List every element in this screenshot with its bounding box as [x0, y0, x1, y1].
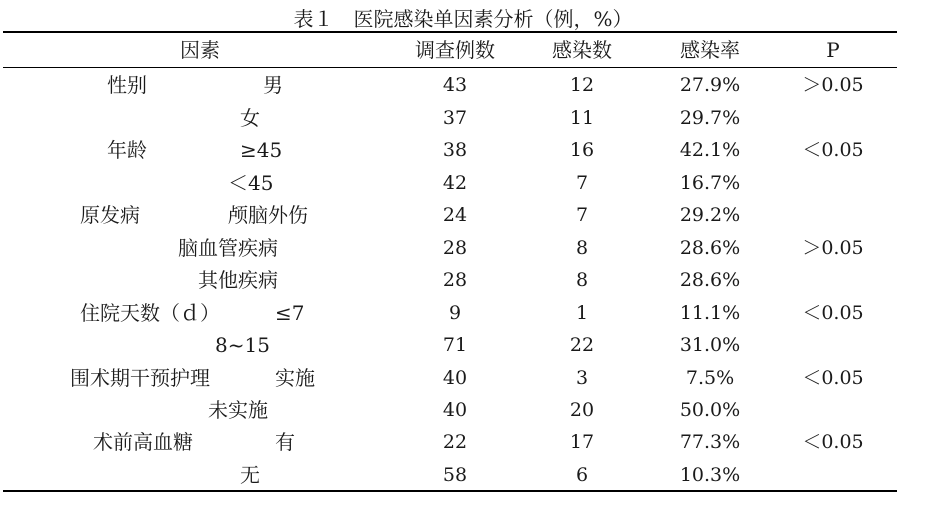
header-factor: 因素: [180, 38, 220, 62]
cell-rate: 27.9%: [679, 74, 741, 96]
cell-infected: 17: [569, 431, 595, 453]
cell-cases: 40: [442, 367, 468, 389]
cell-cases: 71: [442, 334, 468, 356]
table-title: 表１ 医院感染单因素分析（例，%）: [293, 7, 633, 31]
cell-infected: 1: [575, 302, 589, 324]
cell-p: ＞0.05: [802, 237, 864, 259]
cell-subgroup: 8~15: [215, 333, 270, 357]
cell-infected: 20: [569, 399, 595, 421]
cell-infected: 6: [575, 464, 589, 486]
cell-subgroup: 男: [263, 73, 283, 97]
cell-cases: 28: [442, 237, 468, 259]
cell-subgroup: 未实施: [208, 398, 268, 422]
cell-cases: 24: [442, 204, 468, 226]
cell-factor: 住院天数（ｄ）: [80, 301, 220, 325]
cell-rate: 50.0%: [679, 399, 741, 421]
cell-subgroup: 脑血管疾病: [178, 236, 278, 260]
cell-cases: 22: [442, 431, 468, 453]
cell-rate: 16.7%: [679, 172, 741, 194]
header-p: P: [826, 38, 840, 62]
cell-infected: 16: [569, 139, 595, 161]
cell-cases: 28: [442, 269, 468, 291]
cell-rate: 7.5%: [685, 367, 735, 389]
cell-subgroup: 颅脑外伤: [228, 203, 308, 227]
cell-rate: 11.1%: [679, 302, 741, 324]
cell-factor: 围术期干预护理: [70, 366, 210, 390]
cell-subgroup: 有: [275, 430, 295, 454]
cell-subgroup: 女: [240, 106, 260, 130]
cell-cases: 38: [442, 139, 468, 161]
cell-factor: 原发病: [80, 203, 140, 227]
cell-infected: 7: [575, 172, 589, 194]
cell-rate: 28.6%: [679, 237, 741, 259]
cell-rate: 29.7%: [679, 107, 741, 129]
cell-p: ＜0.05: [802, 139, 864, 161]
cell-cases: 37: [442, 107, 468, 129]
cell-infected: 7: [575, 204, 589, 226]
cell-rate: 77.3%: [679, 431, 741, 453]
cell-subgroup: 无: [240, 463, 260, 487]
header-cases: 调查例数: [415, 38, 495, 62]
cell-infected: 8: [575, 237, 589, 259]
cell-subgroup: ≤7: [275, 301, 305, 325]
cell-factor: 术前高血糖: [93, 430, 193, 454]
cell-infected: 22: [569, 334, 595, 356]
cell-p: ＞0.05: [802, 74, 864, 96]
header-rule: [3, 67, 897, 68]
cell-subgroup: ≥45: [240, 138, 283, 162]
cell-p: ＜0.05: [802, 367, 864, 389]
cell-cases: 9: [448, 302, 462, 324]
header-infected: 感染数: [552, 38, 612, 62]
cell-subgroup: 实施: [275, 366, 315, 390]
top-rule: [3, 31, 897, 33]
cell-subgroup: ＜45: [228, 171, 274, 195]
cell-factor: 年龄: [107, 138, 147, 162]
cell-infected: 11: [569, 107, 595, 129]
cell-rate: 29.2%: [679, 204, 741, 226]
cell-cases: 43: [442, 74, 468, 96]
cell-rate: 28.6%: [679, 269, 741, 291]
cell-infected: 8: [575, 269, 589, 291]
cell-rate: 42.1%: [679, 139, 741, 161]
cell-subgroup: 其他疾病: [198, 268, 278, 292]
bottom-rule: [3, 490, 897, 492]
cell-cases: 40: [442, 399, 468, 421]
cell-rate: 10.3%: [679, 464, 741, 486]
cell-cases: 42: [442, 172, 468, 194]
header-rate: 感染率: [680, 38, 740, 62]
cell-rate: 31.0%: [679, 334, 741, 356]
cell-p: ＜0.05: [802, 302, 864, 324]
cell-infected: 3: [575, 367, 589, 389]
cell-cases: 58: [442, 464, 468, 486]
cell-p: ＜0.05: [802, 431, 864, 453]
cell-infected: 12: [569, 74, 595, 96]
cell-factor: 性别: [107, 73, 147, 97]
